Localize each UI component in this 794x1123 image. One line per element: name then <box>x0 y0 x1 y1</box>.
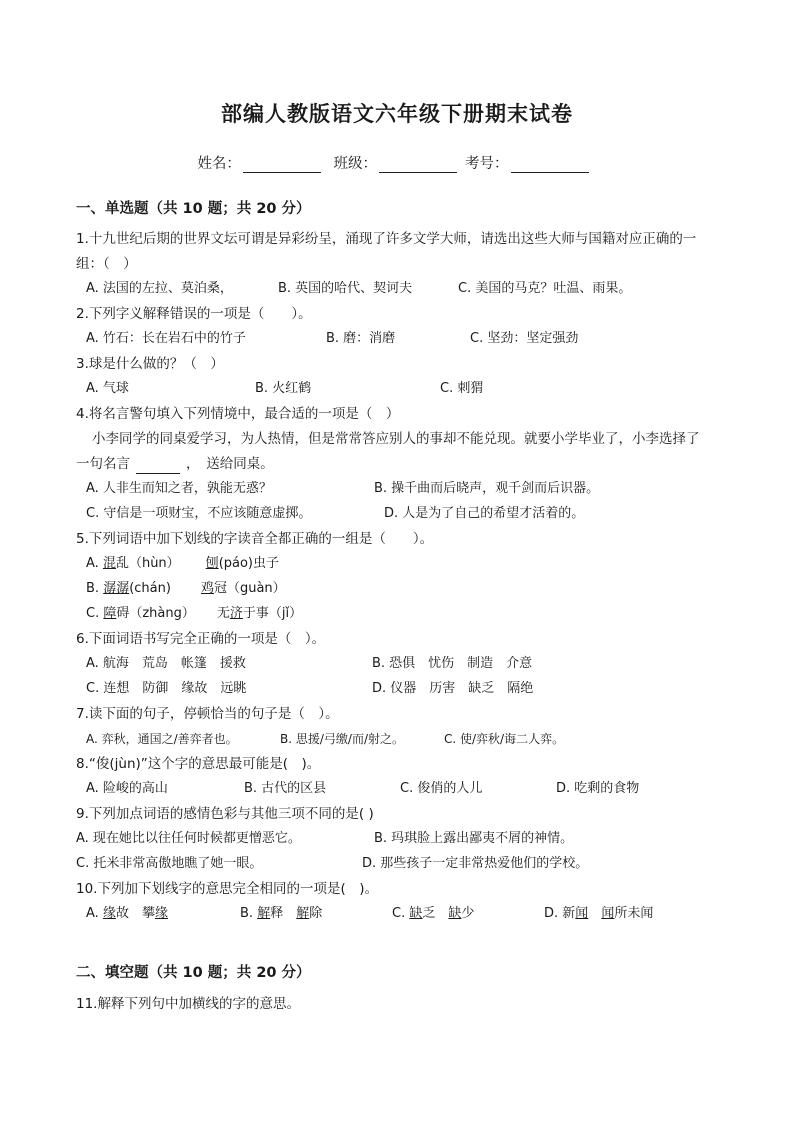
question-4-context-line2 <box>76 454 274 474</box>
question-5-option-a[interactable] <box>86 554 279 574</box>
question-4-stem: 4.将名言警句填入下列情境中，最合适的一项是（ ） <box>76 406 400 422</box>
question-2-option-a[interactable]: A. 竹石：长在岩石中的竹子 <box>86 331 246 346</box>
question-8-option-d[interactable]: D. 吃剩的食物 <box>556 781 640 796</box>
option-text: 释 <box>270 906 297 921</box>
option-text: (páo)虫子 <box>218 556 280 571</box>
question-4-context-suffix: ， 送给同桌。 <box>186 456 274 472</box>
option-letter: A. <box>86 906 103 921</box>
question-11-stem: 11.解释下列句中加横线的字的意思。 <box>76 996 300 1012</box>
underlined-char: 混 <box>102 556 116 571</box>
option-text: 故 攀 <box>115 906 155 921</box>
question-6-option-d[interactable]: D. 仪器 历害 缺乏 隔绝 <box>372 681 534 696</box>
question-3-option-b[interactable]: B. 火红鹤 <box>255 381 312 396</box>
question-1-option-b[interactable]: B. 英国的哈代、契诃夫 <box>278 281 413 296</box>
question-10-option-d[interactable] <box>544 904 653 924</box>
question-7-option-a[interactable]: A. 弈秋，通国之/善弈者也。 <box>86 732 238 746</box>
question-8-option-c[interactable]: C. 俊俏的人儿 <box>400 781 483 796</box>
option-text: 冠（guàn） <box>213 581 286 596</box>
question-5-option-b[interactable] <box>86 579 286 599</box>
question-4-option-d[interactable]: D. 人是为了自己的希望才活着的。 <box>384 506 585 521</box>
question-4-option-a[interactable]: A. 人非生而知之者，孰能无惑？ <box>86 481 272 496</box>
underlined-char: 缺 <box>409 906 423 921</box>
question-3-option-c[interactable]: C. 刺猬 <box>440 381 484 396</box>
underlined-char: 刨 <box>205 556 219 571</box>
question-8-stem: 8.“俊(jùn)”这个字的意思最可能是( )。 <box>76 756 321 772</box>
question-3-stem: 3.球是什么做的？（ ） <box>76 356 224 372</box>
question-6-option-a[interactable]: A. 航海 荒岛 帐篷 援救 <box>86 656 246 671</box>
option-text <box>588 906 601 921</box>
question-1-stem-line1: 1.十九世纪后期的世界文坛可谓是异彩纷呈，涌现了许多文学大师，请选出这些大师与国籍对应正确的一 <box>76 231 697 247</box>
underlined-char: 缘 <box>154 906 168 921</box>
question-6-option-b[interactable]: B. 恐俱 忧伤 制造 介意 <box>372 656 533 671</box>
section-heading-single-choice: 一、单选题（共 10 题；共 20 分） <box>76 201 311 217</box>
section-heading-fill-in: 二、填空题（共 10 题；共 20 分） <box>76 965 311 981</box>
option-text: 乱（hùn） <box>115 556 180 571</box>
underlined-char: 障 <box>103 606 117 621</box>
underlined-char: 济 <box>229 606 243 621</box>
class-label: 班级： <box>333 156 378 172</box>
exam-number-blank[interactable] <box>511 156 589 173</box>
underlined-char: 闻 <box>575 906 589 921</box>
option-letter: B. <box>86 581 104 596</box>
option-text: 无 <box>216 606 230 621</box>
question-4-option-c[interactable]: C. 守信是一项财宝，不应该随意虚掷。 <box>86 506 312 521</box>
question-6-option-c[interactable]: C. 连想 防御 缘故 远眺 <box>86 681 247 696</box>
question-7-stem: 7.读下面的句子，停顿恰当的句子是（ ）。 <box>76 706 339 722</box>
question-9-option-c[interactable]: C. 托米非常高傲地瞧了她一眼。 <box>76 856 263 871</box>
option-letter: A. <box>86 556 103 571</box>
option-text: 乏 <box>422 906 449 921</box>
question-7-option-b[interactable]: B. 思援/弓缴/而/射之。 <box>280 732 404 746</box>
option-text: 所未闻 <box>614 906 654 921</box>
question-9-stem: 9.下列加点词语的感情色彩与其他三项不同的是( ) <box>76 806 374 822</box>
name-blank[interactable] <box>243 156 321 173</box>
question-7-option-c[interactable]: C. 使/弈秋/诲二人弈。 <box>444 732 565 746</box>
question-4-option-b[interactable]: B. 操千曲而后晓声，观千剑而后识器。 <box>374 481 600 496</box>
option-text: D. 新 <box>544 906 576 921</box>
question-1-option-a[interactable]: A. 法国的左拉、莫泊桑， <box>86 281 233 296</box>
question-1-option-c[interactable]: C. 美国的马克？吐温、雨果。 <box>458 281 632 296</box>
question-4-answer-blank[interactable] <box>136 459 180 474</box>
question-2-option-b[interactable]: B. 磨：消磨 <box>326 331 396 346</box>
option-text: 于事（jǐ） <box>242 606 303 621</box>
question-6-stem: 6.下面词语书写完全正确的一项是（ ）。 <box>76 631 326 647</box>
question-10-option-b[interactable] <box>240 904 322 924</box>
question-8-option-b[interactable]: B. 古代的区县 <box>244 781 327 796</box>
question-5-stem: 5.下列词语中加下划线的字读音全都正确的一组是（ ）。 <box>76 531 434 547</box>
question-10-option-c[interactable] <box>392 904 474 924</box>
name-label: 姓名： <box>197 156 241 172</box>
option-text: 碍（zhàng） <box>116 606 195 621</box>
question-9-option-b[interactable]: B. 玛琪脸上露出鄙夷不屑的神情。 <box>374 831 574 846</box>
question-3-option-a[interactable]: A. 气球 <box>86 381 129 396</box>
underlined-char: 缘 <box>102 906 116 921</box>
underlined-char: 解 <box>257 906 271 921</box>
underlined-char: 闻 <box>601 906 615 921</box>
question-2-option-c[interactable]: C. 坚劲：坚定强劲 <box>470 331 579 346</box>
option-letter: B. <box>240 906 258 921</box>
question-10-option-a[interactable] <box>86 904 168 924</box>
exam-number-label: 考号： <box>465 156 509 172</box>
question-10-stem: 10.下列加下划线字的意思完全相同的一项是( )。 <box>76 881 379 897</box>
option-letter: C. <box>392 906 410 921</box>
question-5-option-c[interactable] <box>86 604 302 624</box>
question-4-context-line1: 小李同学的同桌爱学习，为人热情，但是常常答应别人的事却不能兑现。就要小学毕业了，小李选择了 <box>92 431 700 447</box>
option-text: (chán) <box>129 581 171 596</box>
student-info-row <box>0 152 794 173</box>
question-2-stem: 2.下列字义解释错误的一项是（ ）。 <box>76 306 312 322</box>
underlined-char: 解 <box>296 906 310 921</box>
option-letter: C. <box>86 606 104 621</box>
underlined-char: 鸡 <box>200 581 214 596</box>
question-4-context-prefix: 一句名言 <box>76 456 130 472</box>
option-text: 除 <box>309 906 323 921</box>
underlined-char: 潺潺 <box>103 581 130 596</box>
question-9-option-d[interactable]: D. 那些孩子一定非常热爱他们的学校。 <box>362 856 589 871</box>
question-8-option-a[interactable]: A. 险峻的高山 <box>86 781 168 796</box>
page-title: 部编人教版语文六年级下册期末试卷 <box>221 101 573 126</box>
question-9-option-a[interactable]: A. 现在她比以往任何时候都更憎恶它。 <box>76 831 301 846</box>
class-blank[interactable] <box>379 156 457 173</box>
option-text: 少 <box>461 906 475 921</box>
underlined-char: 缺 <box>448 906 462 921</box>
question-1-stem-line2: 组：（ ） <box>76 256 137 272</box>
